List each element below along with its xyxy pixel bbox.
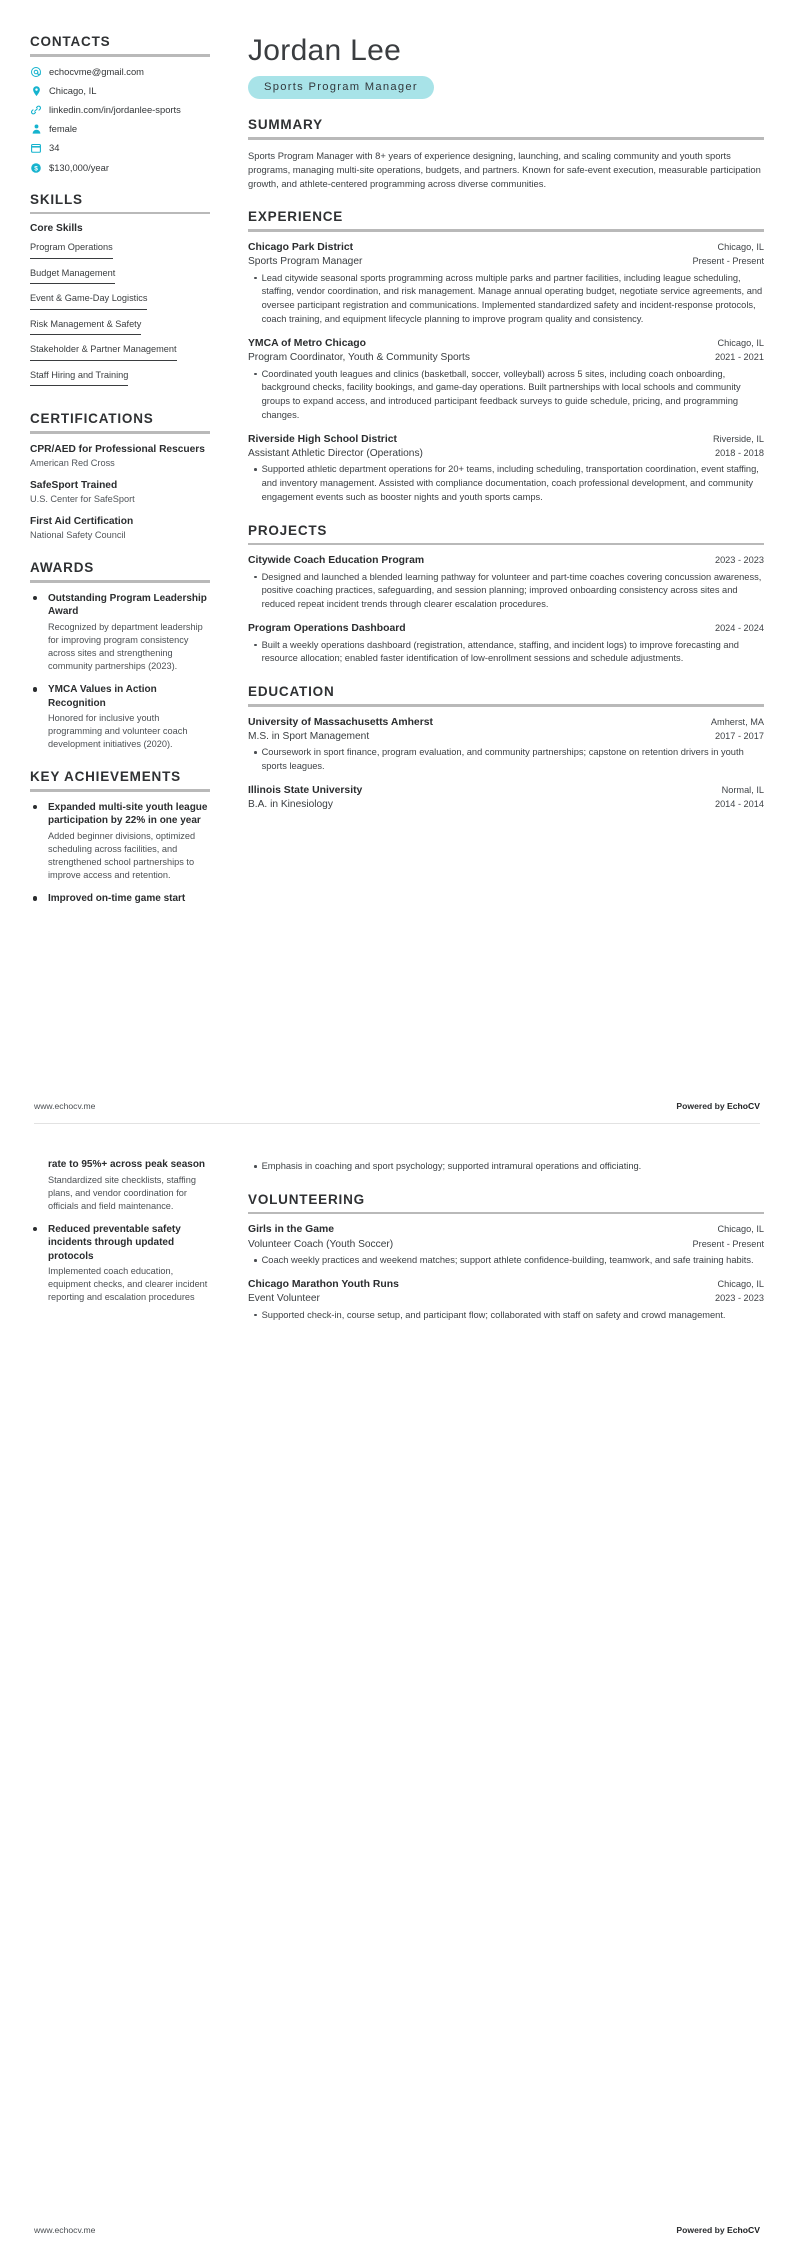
- person-icon: [30, 123, 42, 135]
- dollar-coin-icon: [30, 162, 42, 174]
- entry-dates: 2018 - 2018: [714, 448, 764, 459]
- entry-dates: 2014 - 2014: [714, 799, 764, 810]
- certification-item: [30, 479, 210, 506]
- volunteering-entry: [248, 1278, 764, 1323]
- footer-powered-prefix: Powered by: [676, 2225, 728, 2235]
- bullet-dot-icon: [254, 368, 257, 423]
- contact-item-linkedin[interactable]: [30, 104, 210, 116]
- bullet-dot-icon: [30, 1223, 40, 1305]
- candidate-name: Jordan Lee: [248, 34, 402, 67]
- entry-bullet-text: Supported athletic department operations for 20+ teams, including scheduling, transportation coordination, event staffing, and inventory management. Assisted with compliance documentation, coach professional development, and community engagement events such as booster nights and youth sports camps.: [261, 464, 759, 502]
- entry-organization: Chicago Marathon Youth Runs: [248, 1278, 399, 1290]
- certification-org: U.S. Center for SafeSport: [30, 494, 135, 505]
- bullet-dot-icon: [30, 592, 40, 673]
- experience-entry: [248, 241, 764, 327]
- skill-chip: Staff Hiring and Training: [30, 368, 128, 387]
- skill-chip: Event & Game-Day Logistics: [30, 291, 147, 310]
- entry-role: Event Volunteer: [248, 1293, 320, 1305]
- bullet-dot-icon: [254, 1160, 257, 1174]
- skills-section: [30, 192, 210, 394]
- entry-bullet-text: Designed and launched a blended learning pathway for volunteer and part-time coaches covering concussion awareness, positive coaching practices, safeguarding, and session planning; improved onboarding consistency across sites and reduced repeat incident trends through clearer escalation procedures.: [261, 571, 762, 610]
- key-achievements-section: [30, 769, 210, 907]
- education-section: [248, 684, 764, 813]
- footer-powered-prefix: Powered by: [676, 1101, 728, 1111]
- experience-entry: [248, 337, 764, 423]
- project-entry: [248, 554, 764, 612]
- education-continued-section: [248, 1160, 764, 1174]
- contact-item-gender: [30, 123, 210, 135]
- entry-role: Program Coordinator, Youth & Community Sports: [248, 352, 470, 364]
- footer-website[interactable]: www.echocv.me: [34, 2225, 96, 2235]
- entry-bullet: [248, 639, 764, 667]
- skill-chip: Risk Management & Safety: [30, 317, 141, 336]
- awards-section: [30, 560, 210, 751]
- location-pin-icon: [30, 85, 42, 97]
- page-footer: [0, 2225, 794, 2247]
- section-divider: [248, 704, 764, 707]
- projects-section: [248, 523, 764, 666]
- awards-heading: AWARDS: [30, 560, 95, 576]
- entry-bullet-text: Coursework in sport finance, program evaluation, and community partnerships; capstone on retention drivers in youth sports leagues.: [261, 747, 744, 772]
- entry-bullet-text: Lead citywide seasonal sports programming across multiple parks and partner facilities, including league scheduling, staffing, vendor coordination, and risk management. Manage annual operating budget, negotiate service agreements, and oversee participant registration and communications. Implemented standardized safety and incident-response protocols, coach training, and equipment lifecycle planning to improve program quality and consistency.: [261, 272, 763, 324]
- contact-item-location[interactable]: [30, 85, 210, 97]
- entry-degree: M.S. in Sport Management: [248, 731, 370, 743]
- bullet-dot-icon: [254, 639, 257, 667]
- section-divider: [30, 212, 210, 215]
- section-divider: [30, 431, 210, 434]
- projects-heading: PROJECTS: [248, 522, 328, 538]
- section-divider: [248, 229, 764, 232]
- resume-page-2: [0, 1124, 794, 2247]
- bullet-dot-icon: [254, 1254, 257, 1268]
- resume-page-1: [0, 0, 794, 1123]
- bullet-dot-icon: [254, 746, 257, 774]
- job-title-badge: Sports Program Manager: [248, 76, 434, 99]
- achievement-description: Implemented coach education, equipment checks, and clearer incident reporting and escalation procedures: [48, 1266, 208, 1303]
- entry-bullet-text: Built a weekly operations dashboard (registration, attendance, staffing, and incident logs) to improve forecasting and resource allocation; enabled faster identification of low-enrollment sessions and schedule adjustments.: [261, 639, 739, 664]
- main-content: [226, 34, 764, 926]
- entry-bullet: [248, 368, 764, 423]
- education-heading: EDUCATION: [248, 684, 335, 700]
- award-title: Outstanding Program Leadership Award: [48, 592, 207, 618]
- entry-organization: Girls in the Game: [248, 1224, 335, 1236]
- achievement-title: Expanded multi-site youth league participation by 22% in one year: [48, 801, 208, 827]
- summary-section: [248, 117, 764, 191]
- certification-item: [30, 443, 210, 470]
- section-divider: [30, 789, 210, 792]
- entry-organization: Program Operations Dashboard: [248, 622, 406, 634]
- entry-bullet: [248, 1254, 764, 1268]
- skill-chip: Program Operations: [30, 240, 113, 259]
- calendar-icon: [30, 142, 42, 154]
- certification-name: CPR/AED for Professional Rescuers: [30, 443, 205, 455]
- project-entry: [248, 622, 764, 666]
- entry-location: Chicago, IL: [717, 1278, 764, 1289]
- contact-item-age: [30, 142, 210, 154]
- volunteering-heading: VOLUNTEERING: [248, 1191, 365, 1207]
- bullet-dot-placeholder: [30, 1158, 40, 1213]
- experience-entry: [248, 433, 764, 505]
- bullet-dot-icon: [30, 801, 40, 882]
- education-entry: [248, 716, 764, 774]
- entry-location: Normal, IL: [721, 784, 764, 795]
- footer-powered-by: [676, 1101, 760, 1111]
- entry-location: Amherst, MA: [710, 716, 764, 727]
- achievement-item: [30, 801, 210, 882]
- certification-item: [30, 515, 210, 542]
- bullet-dot-icon: [254, 1309, 257, 1323]
- entry-bullet: [248, 1160, 764, 1174]
- contact-item-email[interactable]: [30, 66, 210, 78]
- certifications-heading: CERTIFICATIONS: [30, 411, 154, 427]
- section-divider: [30, 580, 210, 583]
- entry-bullet: [248, 1309, 764, 1323]
- entry-location: Chicago, IL: [717, 337, 764, 348]
- experience-heading: EXPERIENCE: [248, 209, 344, 225]
- contact-value: 34: [49, 142, 60, 154]
- volunteering-section: [248, 1192, 764, 1323]
- certification-name: First Aid Certification: [30, 516, 134, 528]
- entry-bullet-text: Emphasis in coaching and sport psychology; supported intramural operations and officiating.: [261, 1161, 642, 1171]
- footer-brand: EchoCV: [727, 1101, 760, 1111]
- award-title: YMCA Values in Action Recognition: [48, 684, 157, 709]
- contact-item-salary: [30, 162, 210, 174]
- certifications-section: [30, 411, 210, 542]
- footer-website[interactable]: www.echocv.me: [34, 1101, 96, 1111]
- main-content-continued: [226, 1158, 764, 1340]
- skill-chip: Stakeholder & Partner Management: [30, 342, 177, 361]
- section-divider: [248, 1212, 764, 1215]
- achievement-title: Reduced preventable safety incidents through updated protocols: [48, 1223, 181, 1262]
- entry-location: Chicago, IL: [717, 241, 764, 252]
- achievement-item: [30, 1158, 210, 1213]
- entry-organization: Chicago Park District: [248, 241, 354, 253]
- entry-bullet-text: Coach weekly practices and weekend matches; support athlete confidence-building, teamwork, and safe training habits.: [261, 1255, 754, 1266]
- entry-bullet: [248, 463, 764, 504]
- section-divider: [248, 137, 764, 140]
- entry-dates: Present - Present: [692, 1238, 764, 1249]
- bullet-dot-icon: [254, 571, 257, 612]
- entry-organization: University of Massachusetts Amherst: [248, 716, 433, 728]
- summary-heading: SUMMARY: [248, 117, 323, 132]
- bullet-dot-icon: [30, 892, 40, 908]
- contact-value: echocvme@gmail.com: [49, 65, 144, 77]
- contacts-section: [30, 34, 210, 174]
- footer-brand: EchoCV: [727, 2225, 760, 2235]
- volunteering-entry: [248, 1223, 764, 1268]
- entry-location: Riverside, IL: [712, 433, 764, 444]
- entry-bullet-text: Supported check-in, course setup, and participant flow; collaborated with staff on safety and crowd management.: [261, 1309, 726, 1320]
- entry-organization: YMCA of Metro Chicago: [248, 337, 366, 349]
- entry-location: Chicago, IL: [717, 1224, 764, 1235]
- bullet-dot-icon: [254, 463, 257, 504]
- section-divider: [30, 54, 210, 57]
- sidebar-continued: [30, 1158, 226, 1340]
- entry-bullet: [248, 571, 764, 612]
- entry-bullet: [248, 272, 764, 327]
- at-email-icon: [30, 66, 42, 78]
- contact-value: $130,000/year: [49, 161, 109, 173]
- sidebar: [30, 34, 226, 926]
- certification-org: American Red Cross: [30, 458, 115, 469]
- contact-value: female: [49, 123, 78, 135]
- bullet-dot-icon: [254, 272, 257, 327]
- entry-bullet: [248, 746, 764, 774]
- bullet-dot-icon: [30, 683, 40, 751]
- award-description: Honored for inclusive youth programming and volunteer coach development initiatives (2020).: [48, 713, 188, 750]
- entry-role: Sports Program Manager: [248, 256, 363, 268]
- entry-role: Volunteer Coach (Youth Soccer): [248, 1238, 394, 1250]
- entry-dates: 2024 - 2024: [714, 622, 764, 633]
- certification-org: National Safety Council: [30, 530, 126, 541]
- certification-name: SafeSport Trained: [30, 480, 118, 492]
- entry-dates: 2023 - 2023: [714, 555, 764, 566]
- entry-organization: Citywide Coach Education Program: [248, 555, 425, 567]
- contact-value: Chicago, IL: [49, 84, 97, 96]
- key-achievements-continued-section: [30, 1158, 210, 1304]
- entry-dates: 2017 - 2017: [714, 731, 764, 742]
- entry-dates: 2023 - 2023: [714, 1293, 764, 1304]
- award-item: [30, 592, 210, 673]
- entry-organization: Illinois State University: [248, 784, 363, 796]
- footer-powered-by: [676, 2225, 760, 2235]
- education-entry: [248, 784, 764, 813]
- contact-value: linkedin.com/in/jordanlee-sports: [49, 103, 181, 115]
- page-footer: [0, 1101, 794, 1123]
- achievement-title: rate to 95%+ across peak season: [48, 1159, 206, 1170]
- award-description: Recognized by department leadership for improving program consistency across sites and strengthening community partnerships (2023).: [48, 621, 203, 672]
- entry-role: Assistant Athletic Director (Operations): [248, 448, 423, 460]
- skill-chip: Budget Management: [30, 266, 115, 285]
- award-item: [30, 683, 210, 751]
- entry-degree: B.A. in Kinesiology: [248, 799, 333, 811]
- contacts-heading: CONTACTS: [30, 34, 111, 49]
- achievement-description: Standardized site checklists, staffing plans, and vendor coordination for officials and field maintenance.: [48, 1174, 196, 1211]
- achievement-description: Added beginner divisions, optimized scheduling across facilities, and strengthened school partnerships to improve access and retention.: [48, 830, 196, 881]
- link-chain-icon: [30, 104, 42, 116]
- skills-list: [30, 240, 210, 393]
- entry-organization: Riverside High School District: [248, 433, 397, 445]
- key-achievements-heading: KEY ACHIEVEMENTS: [30, 769, 181, 785]
- section-divider: [248, 543, 764, 546]
- entry-dates: 2021 - 2021: [714, 352, 764, 363]
- skills-group-title: Core Skills: [30, 223, 83, 235]
- summary-text: Sports Program Manager with 8+ years of experience designing, launching, and scaling community and youth sports programs, managing multi-site operations, budgets, and partners. Known for safe-event execution, measurable participation growth, and athlete-centered programming across diverse communities.: [248, 149, 761, 190]
- achievement-item: [30, 892, 210, 908]
- achievement-item: [30, 1223, 210, 1305]
- entry-dates: Present - Present: [692, 256, 764, 267]
- experience-section: [248, 209, 764, 504]
- achievement-title: Improved on-time game start: [48, 893, 186, 905]
- svg-text:$: $: [34, 165, 38, 173]
- skills-heading: SKILLS: [30, 191, 83, 207]
- entry-bullet-text: Coordinated youth leagues and clinics (basketball, soccer, volleyball) across 5 sites, including coach onboarding, background checks, facility bookings, and game-day operations. Built partnerships with local schools and community groups to expand access, and introduced participant feedback surveys to guide schedule, pricing, and programming changes.: [261, 368, 741, 420]
